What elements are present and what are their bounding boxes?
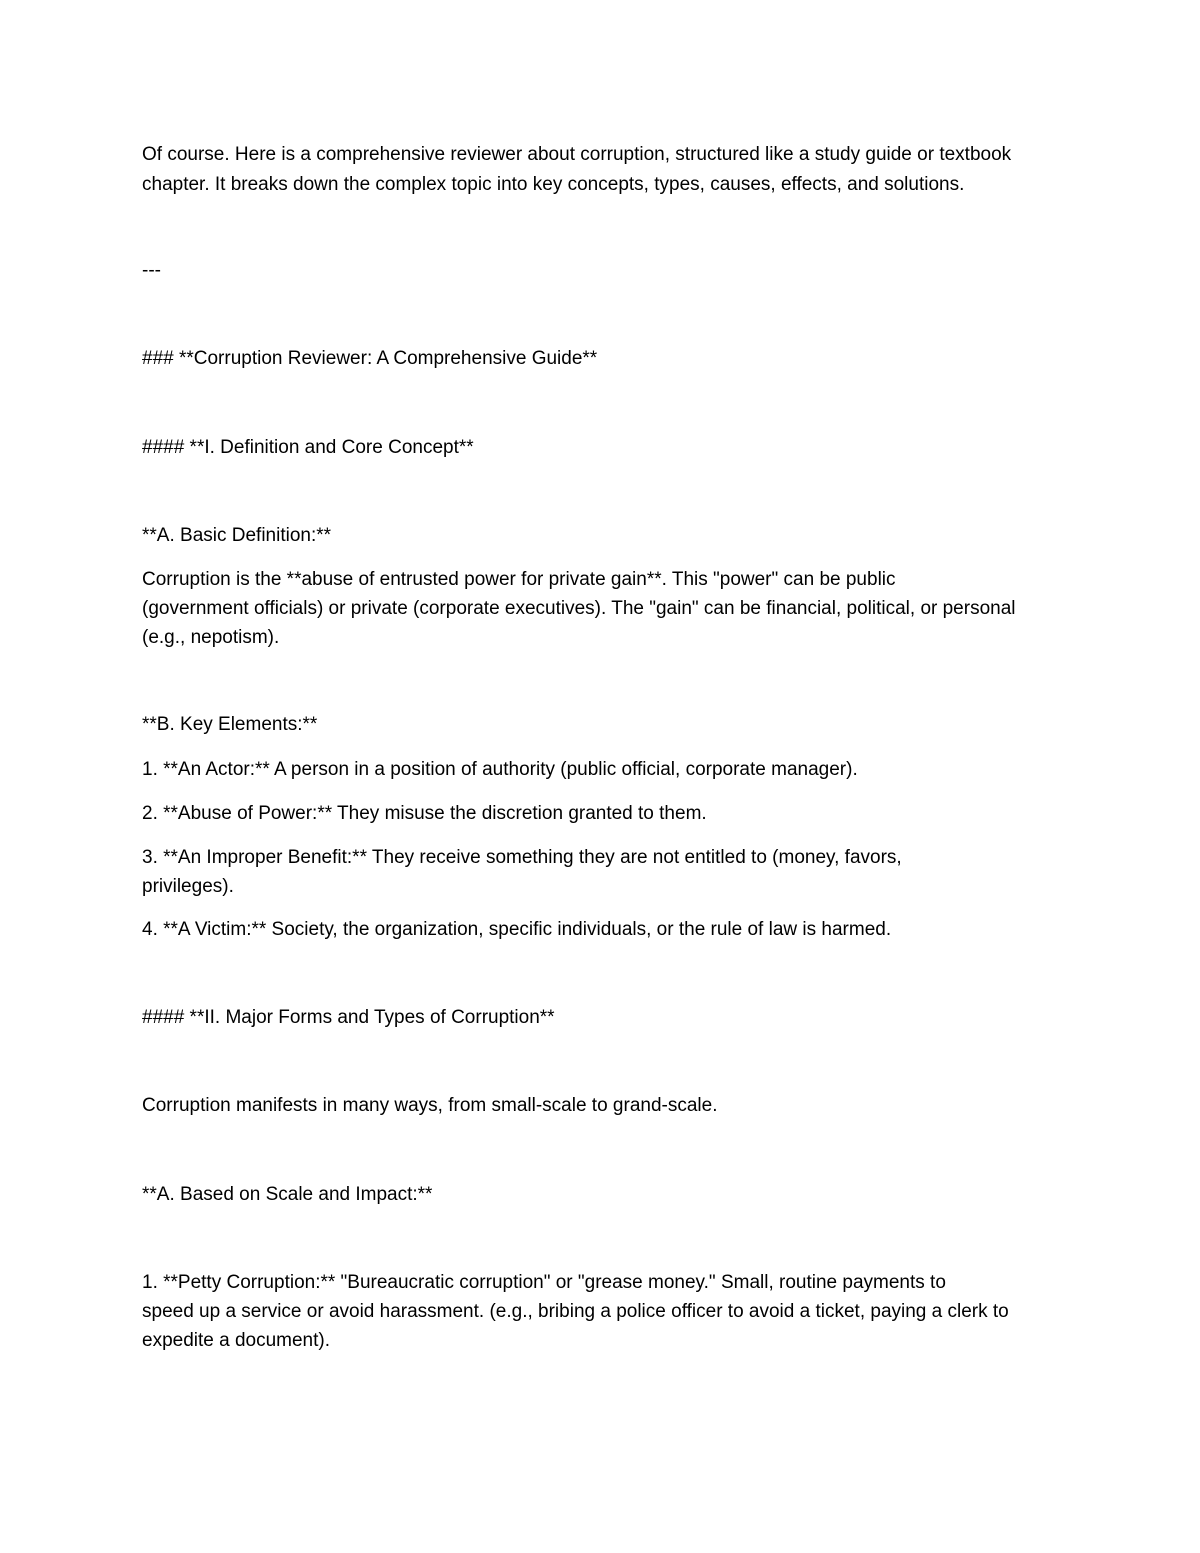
intro-line-1: Of course. Here is a comprehensive reviewer about corruption, structured like a study guide or textbook — [142, 144, 1012, 165]
intro-line-2: chapter. It breaks down the complex topic into key concepts, types, causes, effects, and solutions. — [142, 174, 965, 195]
list-item-improper-benefit-line-1: 3. **An Improper Benefit:** They receive something they are not entitled to (money, favors, — [142, 847, 902, 868]
section-2-heading: #### **II. Major Forms and Types of Corruption** — [142, 1007, 555, 1028]
petty-corruption-line-1: 1. **Petty Corruption:** "Bureaucratic corruption" or "grease money." Small, routine payments to — [142, 1272, 946, 1293]
section-1-heading: #### **I. Definition and Core Concept** — [142, 437, 474, 458]
list-item-actor: 1. **An Actor:** A person in a position of authority (public official, corporate manager). — [142, 759, 858, 780]
list-item-victim: 4. **A Victim:** Society, the organization, specific individuals, or the rule of law is harmed. — [142, 919, 892, 940]
key-elements-heading: **B. Key Elements:** — [142, 714, 318, 735]
petty-corruption-line-2: speed up a service or avoid harassment. (e.g., bribing a police officer to avoid a ticket, paying a clerk to — [142, 1301, 1009, 1322]
petty-corruption-line-3: expedite a document). — [142, 1330, 331, 1351]
definition-line-1: Corruption is the **abuse of entrusted power for private gain**. This "power" can be public — [142, 569, 896, 590]
section-2-intro: Corruption manifests in many ways, from small-scale to grand-scale. — [142, 1095, 718, 1116]
basic-definition-heading: **A. Basic Definition:** — [142, 525, 332, 546]
scale-impact-heading: **A. Based on Scale and Impact:** — [142, 1184, 433, 1205]
list-item-abuse-of-power: 2. **Abuse of Power:** They misuse the discretion granted to them. — [142, 803, 707, 824]
separator: --- — [142, 260, 161, 281]
definition-line-2: (government officials) or private (corporate executives). The "gain" can be financial, political, or personal — [142, 598, 1016, 619]
definition-line-3: (e.g., nepotism). — [142, 627, 280, 648]
document-title: ### **Corruption Reviewer: A Comprehensive Guide** — [142, 348, 598, 369]
list-item-improper-benefit-line-2: privileges). — [142, 876, 234, 897]
